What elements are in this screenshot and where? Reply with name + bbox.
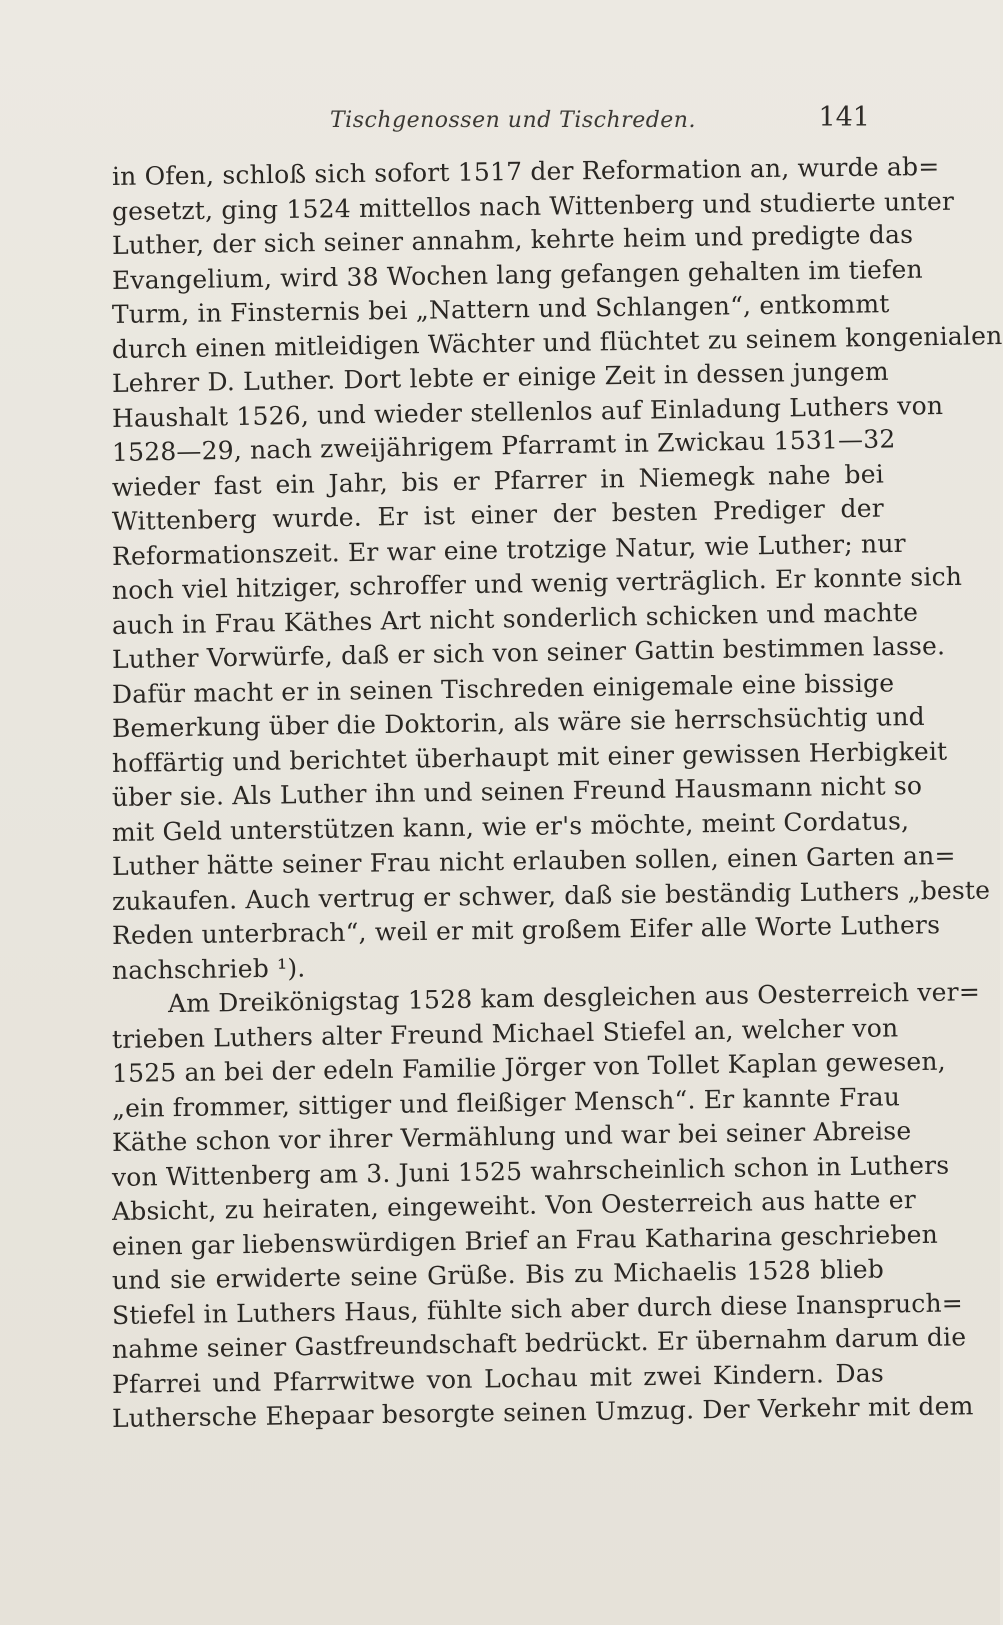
text-line: trieben Luthers alter Freund Michael Stiefel an, welcher von xyxy=(111,1012,899,1054)
paragraph-start-line: Am Dreikönigstag 1528 kam desgleichen aus Oesterreich ver= xyxy=(167,977,981,1019)
text-line: nahme seiner Gastfreundschaft bedrückt. Er übernahm darum die xyxy=(111,1322,967,1364)
text-line: Pfarrei und Pfarrwitwe von Lochau mit zwei Kindern. Das xyxy=(111,1358,885,1399)
text-line: 1525 an bei der edeln Familie Jörger von Tollet Kaplan gewesen, xyxy=(111,1046,947,1088)
text-line: Stiefel in Luthers Haus, fühlte sich aber durch diese Inanspruch= xyxy=(111,1287,964,1330)
text-line: einen gar liebenswürdigen Brief an Frau Katharina geschrieben xyxy=(111,1219,939,1261)
page-header xyxy=(0,100,1000,140)
text-line: Lehrer D. Luther. Dort lebte er einige Zeit in dessen jungem xyxy=(111,356,889,398)
text-line: Dafür macht er in seinen Tischreden einigemale eine bissige xyxy=(111,667,895,709)
text-line: Wittenberg wurde. Er ist einer der besten Prediger der xyxy=(111,493,885,536)
text-line: Luthersche Ehepaar besorgte seinen Umzug. Der Verkehr mit dem xyxy=(111,1391,974,1433)
text-line: durch einen mitleidigen Wächter und flüchtet zu seinem kongenialen xyxy=(111,320,1003,364)
page-number: 141 xyxy=(818,102,870,133)
text-line: Luther hätte seiner Frau nicht erlauben sollen, einen Garten an= xyxy=(111,840,956,881)
text-line: von Wittenberg am 3. Juni 1525 wahrscheinlich schon in Luthers xyxy=(111,1150,950,1192)
running-head: Tischgenossen und Tischreden. xyxy=(330,108,696,133)
text-line: Turm, in Finsternis bei „Nattern und Schlangen“, entkommt xyxy=(111,289,890,329)
text-line: Käthe schon vor ihrer Vermählung und war bei seiner Abreise xyxy=(111,1116,912,1157)
text-line: in Ofen, schloß sich sofort 1517 der Reformation an, wurde ab= xyxy=(111,151,940,191)
text-line: noch viel hitziger, schroffer und wenig verträglich. Er konnte sich xyxy=(111,561,963,605)
text-line: 1528—29, nach zweijährigem Pfarramt in Zwickau 1531—32 xyxy=(111,424,896,467)
text-line: Luther, der sich seiner annahm, kehrte heim und predigte das xyxy=(111,219,914,260)
text-line: Luther Vorwürfe, daß er sich von seiner Gattin bestimmen lasse. xyxy=(111,631,946,674)
text-line: über sie. Als Luther ihn und seinen Freund Hausmann nicht so xyxy=(111,770,923,812)
body-text xyxy=(111,151,1003,1440)
text-line: auch in Frau Käthes Art nicht sonderlich schicken und machte xyxy=(111,597,919,640)
text-line: wieder fast ein Jahr, bis er Pfarrer in Niemegk nahe bei xyxy=(111,459,885,502)
text-line: mit Geld unterstützen kann, wie er's möchte, meint Cordatus, xyxy=(111,805,910,847)
text-line: Absicht, zu heiraten, eingeweiht. Von Oesterreich aus hatte er xyxy=(111,1185,917,1226)
text-line: Bemerkung über die Doktorin, als wäre sie herrschsüchtig und xyxy=(111,701,926,743)
text-line: Reden unterbrach“, weil er mit großem Eifer alle Worte Luthers xyxy=(111,910,941,950)
text-line: „ein frommer, sittiger und fleißiger Mensch“. Er kannte Frau xyxy=(111,1081,901,1123)
text-line: nachschrieb ¹). xyxy=(111,952,306,985)
text-line: und sie erwiderte seine Grüße. Bis zu Michaelis 1528 blieb xyxy=(111,1254,885,1295)
text-line: hoffärtig und berichtet überhaupt mit einer gewissen Herbigkeit xyxy=(111,736,948,778)
text-line: Haushalt 1526, und wieder stellenlos auf Einladung Luthers von xyxy=(111,390,944,433)
text-line: Reformationszeit. Er war eine trotzige Natur, wie Luther; nur xyxy=(111,528,907,571)
text-line: zukaufen. Auch vertrug er schwer, daß sie beständig Luthers „beste xyxy=(111,875,991,916)
text-line: Evangelium, wird 38 Wochen lang gefangen gehalten im tiefen xyxy=(111,254,924,295)
text-line: gesetzt, ging 1524 mittellos nach Wittenberg und studierte unter xyxy=(111,186,955,226)
